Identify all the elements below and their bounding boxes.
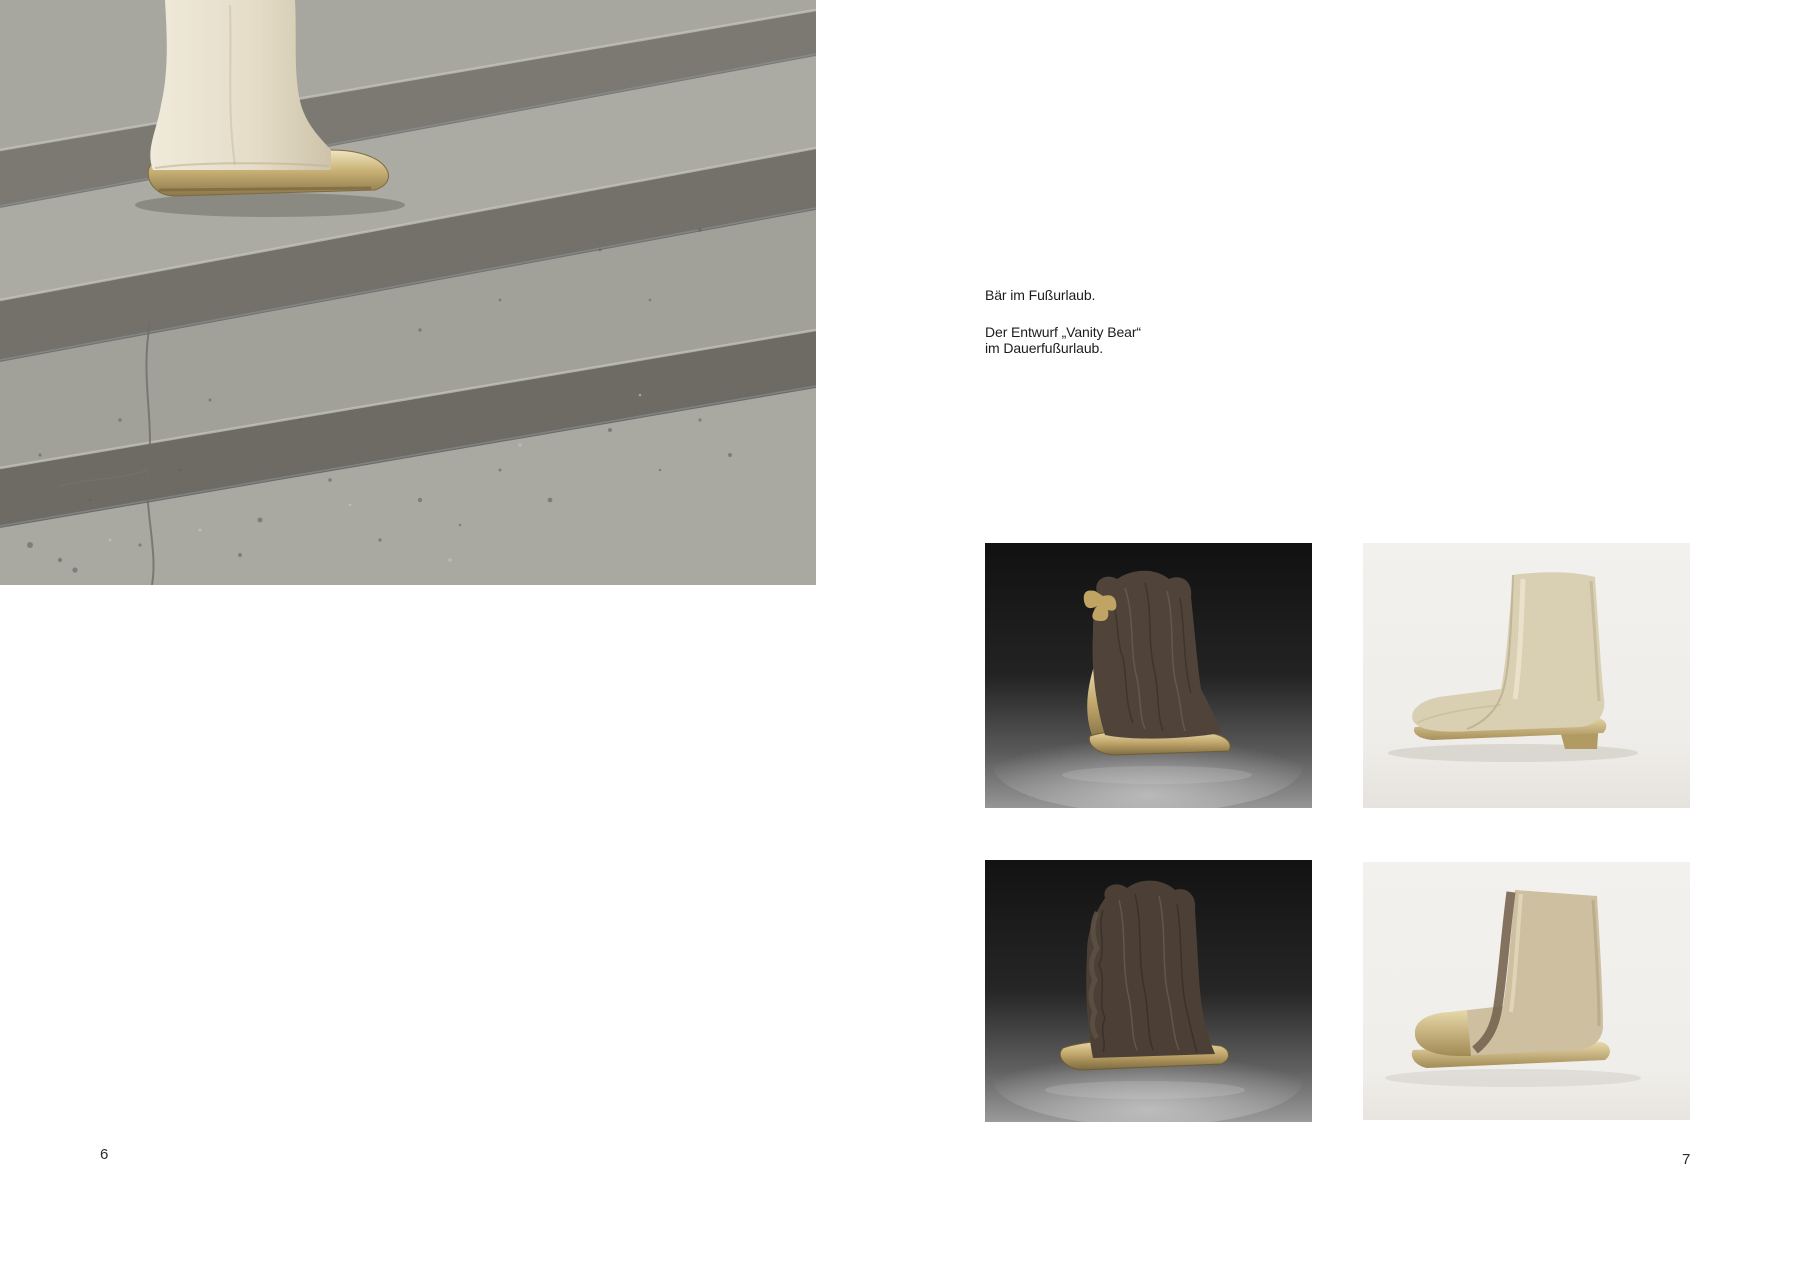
boot-photo-light-bottom [1363,862,1690,1120]
boot-photo-dark-bottom [985,860,1312,1122]
page-number-left: 6 [100,1146,109,1163]
caption-line: Bär im Fußurlaub. [985,287,1096,303]
paragraph-spacer [985,304,1305,324]
boot-photo-dark-top [985,543,1312,808]
boot-photo-dark-bottom-illustration [985,860,1312,1122]
boot-photo-light-bottom-illustration [1363,862,1690,1120]
stairs-photo-illustration [0,0,816,585]
caption-line: Der Entwurf „Vanity Bear“ [985,323,1141,340]
boot-photo-dark-top-illustration [985,543,1312,808]
page-number-right: 7 [1682,1151,1691,1168]
boot-photo-light-top [1363,543,1690,808]
caption-line: im Dauerfußurlaub. [985,340,1104,356]
boot-photo-light-top-illustration [1363,543,1690,808]
caption-paragraph [985,287,1305,357]
stairs-photo [0,0,816,585]
